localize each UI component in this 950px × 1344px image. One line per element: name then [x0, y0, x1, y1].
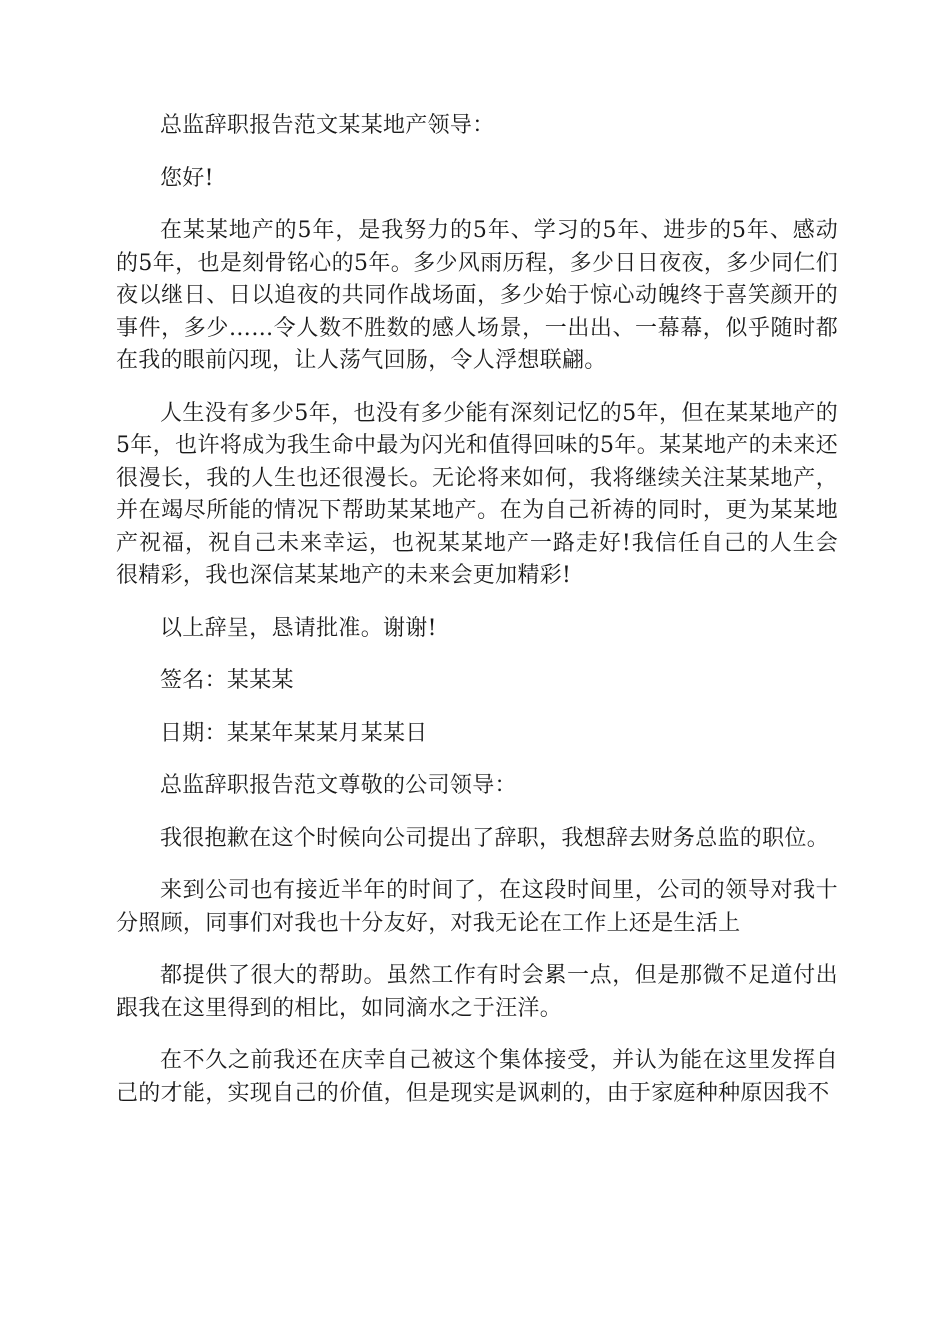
closing-line: 以上辞呈，恳请批准。谢谢!	[160, 615, 437, 641]
date-line: 日期：某某年某某月某某日	[160, 720, 428, 746]
body-paragraph-1: 在某某地产的5年，是我努力的5年、学习的5年、进步的5年、感动的5年，也是刻骨铭心的5年。多少风雨历程，多少日日夜夜，多少同仁们夜以继日、日以追夜的共同作战场面，多少始于惊心动魄终于喜笑颜开的事件，多少……令人数不胜数的感人场景，一出出、一幕幕，似乎随时都在我的眼前闪现，让人荡气回肠，令人浮想联翩。	[116, 218, 838, 373]
letter-title-2: 总监辞职报告范文尊敬的公司领导：	[160, 773, 517, 798]
signature-line: 签名：某某某	[160, 668, 294, 693]
body-paragraph-4: 来到公司也有接近半年的时间了，在这段时间里，公司的领导对我十分照顾，同事们对我也十分友好，对我无论在工作上还是生活上	[116, 878, 838, 936]
body-paragraph-6: 在不久之前我还在庆幸自己被这个集体接受，并认为能在这里发挥自己的才能，实现自己的价值，但是现实是讽刺的，由于家庭种种原因我不	[116, 1048, 838, 1106]
greeting: 您好!	[160, 165, 214, 191]
document-body	[116, 110, 838, 1110]
body-paragraph-5: 都提供了很大的帮助。虽然工作有时会累一点，但是那微不足道付出跟我在这里得到的相比，如同滴水之于汪洋。	[116, 963, 838, 1021]
letter-title-1: 总监辞职报告范文某某地产领导：	[160, 113, 495, 138]
body-paragraph-2: 人生没有多少5年，也没有多少能有深刻记忆的5年，但在某某地产的5年，也许将成为我生命中最为闪光和值得回味的5年。某某地产的未来还很漫长，我的人生也还很漫长。无论将来如何，我将继续关注某某地产，并在竭尽所能的情况下帮助某某地产。在为自己祈祷的同时，更为某某地产祝福，祝自己未来幸运，也祝某某地产一路走好!我信任自己的人生会很精彩，我也深信某某地产的未来会更加精彩!	[116, 400, 838, 588]
body-paragraph-3: 我很抱歉在这个时候向公司提出了辞职，我想辞去财务总监的职位。	[160, 825, 830, 851]
